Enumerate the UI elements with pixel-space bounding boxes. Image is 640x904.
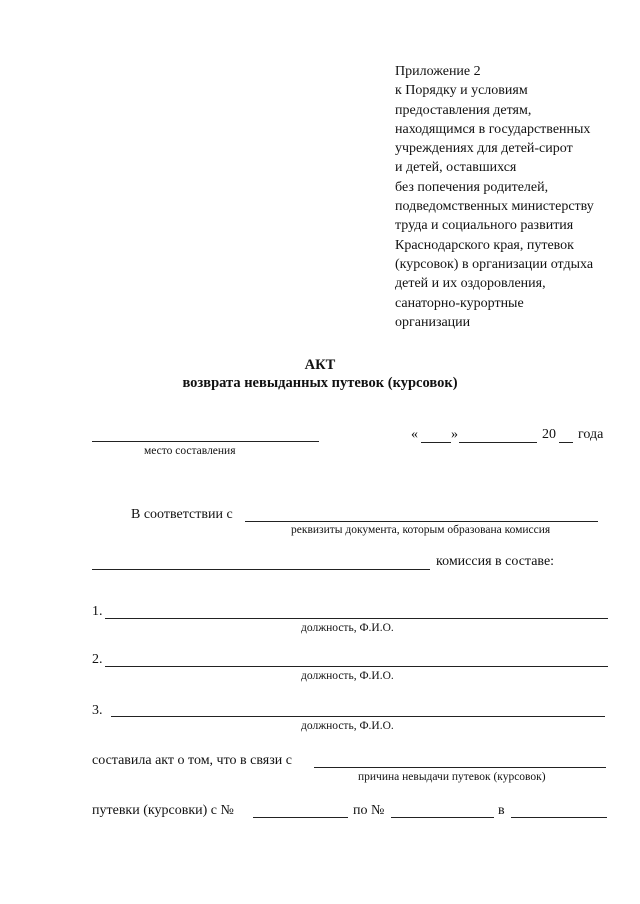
member-field[interactable] bbox=[105, 618, 608, 619]
year-field[interactable] bbox=[559, 442, 573, 443]
appendix-line: находящимся в государственных bbox=[395, 121, 591, 137]
basis-lead-text: В соответствии с bbox=[131, 507, 233, 522]
member-field[interactable] bbox=[111, 716, 605, 717]
document-title: АКТ bbox=[304, 357, 336, 373]
member-caption: должность, Ф.И.О. bbox=[301, 720, 394, 732]
voucher-to-number-field[interactable] bbox=[391, 817, 494, 818]
month-field[interactable] bbox=[459, 442, 537, 443]
member-number: 1. bbox=[92, 604, 103, 619]
appendix-line: и детей, оставшихся bbox=[395, 160, 517, 176]
appendix-line: без попечения родителей, bbox=[395, 179, 549, 195]
place-caption: место составления bbox=[144, 445, 236, 457]
member-field[interactable] bbox=[105, 666, 608, 667]
vouchers-to-text: по № bbox=[353, 803, 385, 818]
basis-document-field[interactable] bbox=[245, 521, 598, 522]
appendix-line: предоставления детям, bbox=[395, 102, 532, 118]
vouchers-from-text: путевки (курсовки) с № bbox=[92, 803, 234, 818]
appendix-line: детей и их оздоровления, bbox=[395, 276, 546, 292]
voucher-destination-field[interactable] bbox=[511, 817, 607, 818]
composition-text: комиссия в составе: bbox=[436, 554, 555, 569]
member-caption: должность, Ф.И.О. bbox=[301, 622, 394, 634]
reason-field[interactable] bbox=[314, 767, 606, 768]
reason-caption: причина невыдачи путевок (курсовок) bbox=[358, 771, 546, 783]
reason-lead-text: составила акт о том, что в связи с bbox=[92, 753, 292, 768]
date-close-quote: » bbox=[451, 427, 458, 442]
voucher-from-number-field[interactable] bbox=[253, 817, 348, 818]
appendix-line: организации bbox=[395, 314, 471, 330]
commission-field[interactable] bbox=[92, 569, 430, 570]
appendix-line: труда и социального развития bbox=[395, 218, 574, 234]
appendix-line: Краснодарского края, путевок bbox=[395, 237, 574, 253]
year-prefix: 20 bbox=[542, 427, 556, 442]
appendix-line: Приложение 2 bbox=[395, 64, 481, 79]
appendix-block bbox=[395, 62, 635, 332]
member-caption: должность, Ф.И.О. bbox=[301, 670, 394, 682]
basis-caption: реквизиты документа, которым образована комиссия bbox=[291, 524, 551, 536]
appendix-line: (курсовок) в организации отдыха bbox=[395, 256, 594, 272]
appendix-line: подведомственных министерству bbox=[395, 199, 594, 215]
member-number: 3. bbox=[92, 703, 103, 718]
year-suffix: года bbox=[578, 427, 604, 442]
place-field[interactable] bbox=[92, 441, 319, 442]
date-open-quote: « bbox=[411, 427, 418, 442]
document-subtitle: возврата невыданных путевок (курсовок) bbox=[182, 375, 458, 391]
appendix-line: учреждениях для детей-сирот bbox=[395, 141, 573, 157]
appendix-line: к Порядку и условиям bbox=[395, 83, 528, 99]
appendix-line: санаторно-курортные bbox=[395, 295, 524, 311]
day-field[interactable] bbox=[421, 442, 451, 443]
vouchers-in-text: в bbox=[498, 803, 505, 818]
member-number: 2. bbox=[92, 652, 103, 667]
